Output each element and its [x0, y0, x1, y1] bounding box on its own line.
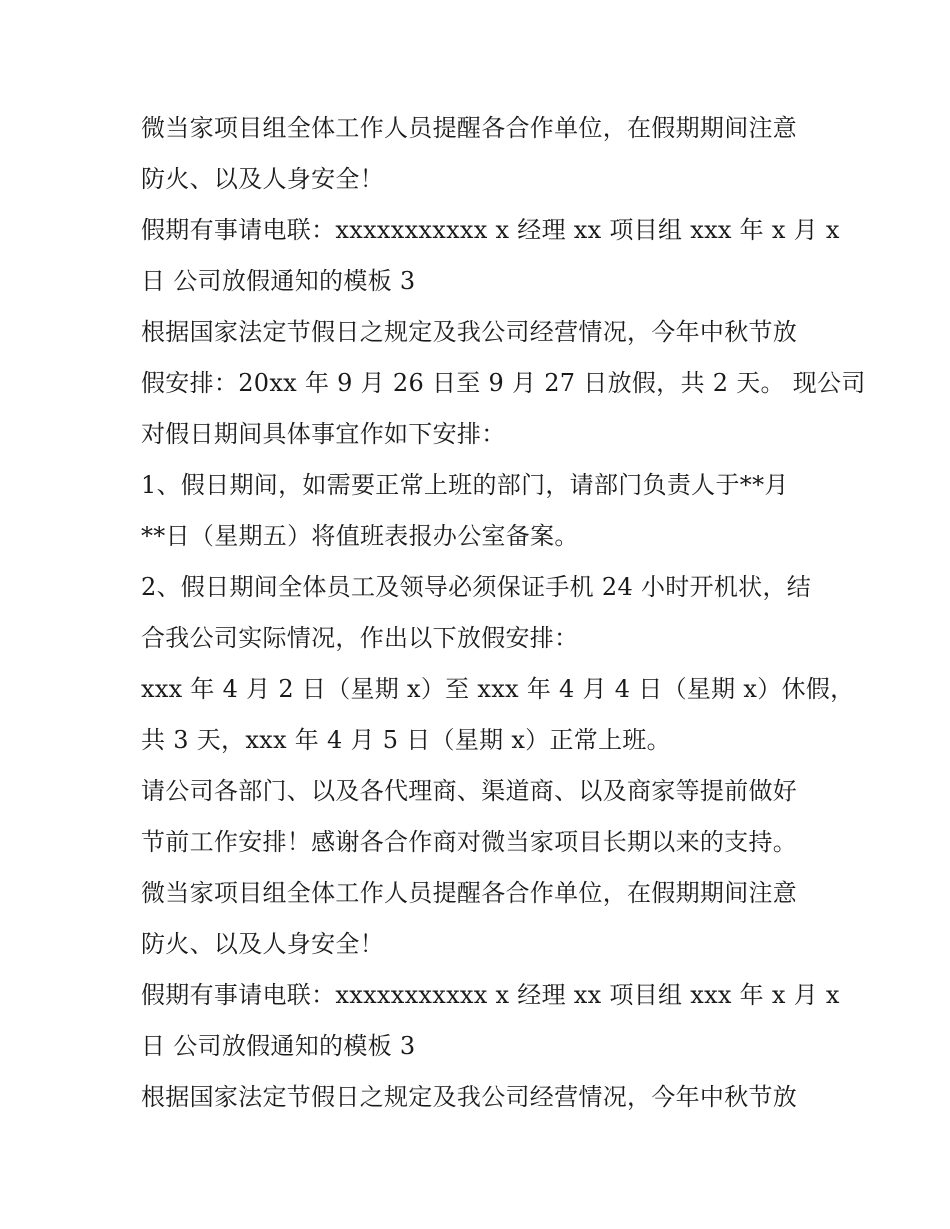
document-body: [141, 103, 866, 1123]
text-line: **日（星期五）将值班表报办公室备案。: [141, 522, 579, 550]
text-line: 2、假日期间全体员工及领导必须保证手机 24 小时开机状，结: [141, 573, 812, 601]
text-line: xxx 年 4 月 2 日（星期 x）至 xxx 年 4 月 4 日（星期 x）休假，: [141, 675, 855, 703]
text-line: 微当家项目组全体工作人员提醒各合作单位，在假期期间注意: [141, 114, 798, 142]
text-line: 请公司各部门、以及各代理商、渠道商、以及商家等提前做好: [141, 777, 798, 805]
text-line: 对假日期间具体事宜作如下安排：: [141, 420, 506, 448]
text-line: 微当家项目组全体工作人员提醒各合作单位，在假期期间注意: [141, 879, 798, 907]
text-line: 假期有事请电联：xxxxxxxxxxx x 经理 xx 项目组 xxx 年 x 月 x: [141, 216, 840, 244]
text-line: 防火、以及人身安全！: [141, 930, 384, 958]
text-line: 合我公司实际情况，作出以下放假安排：: [141, 624, 579, 652]
text-line: 共 3 天，xxx 年 4 月 5 日（星期 x）正常上班。: [141, 726, 671, 754]
text-line: 日 公司放假通知的模板 3: [141, 267, 416, 295]
text-line: 日 公司放假通知的模板 3: [141, 1032, 416, 1060]
text-line: 假期有事请电联：xxxxxxxxxxx x 经理 xx 项目组 xxx 年 x 月 x: [141, 981, 840, 1009]
text-line: 假安排：20xx 年 9 月 26 日至 9 月 27 日放假，共 2 天。 现公司: [141, 369, 866, 397]
text-line: 根据国家法定节假日之规定及我公司经营情况，今年中秋节放: [141, 1083, 798, 1111]
text-line: 1、假日期间，如需要正常上班的部门，请部门负责人于**月: [141, 471, 789, 499]
text-line: 节前工作安排！感谢各合作商对微当家项目长期以来的支持。: [141, 828, 798, 856]
text-line: 防火、以及人身安全！: [141, 165, 384, 193]
text-line: 根据国家法定节假日之规定及我公司经营情况，今年中秋节放: [141, 318, 798, 346]
